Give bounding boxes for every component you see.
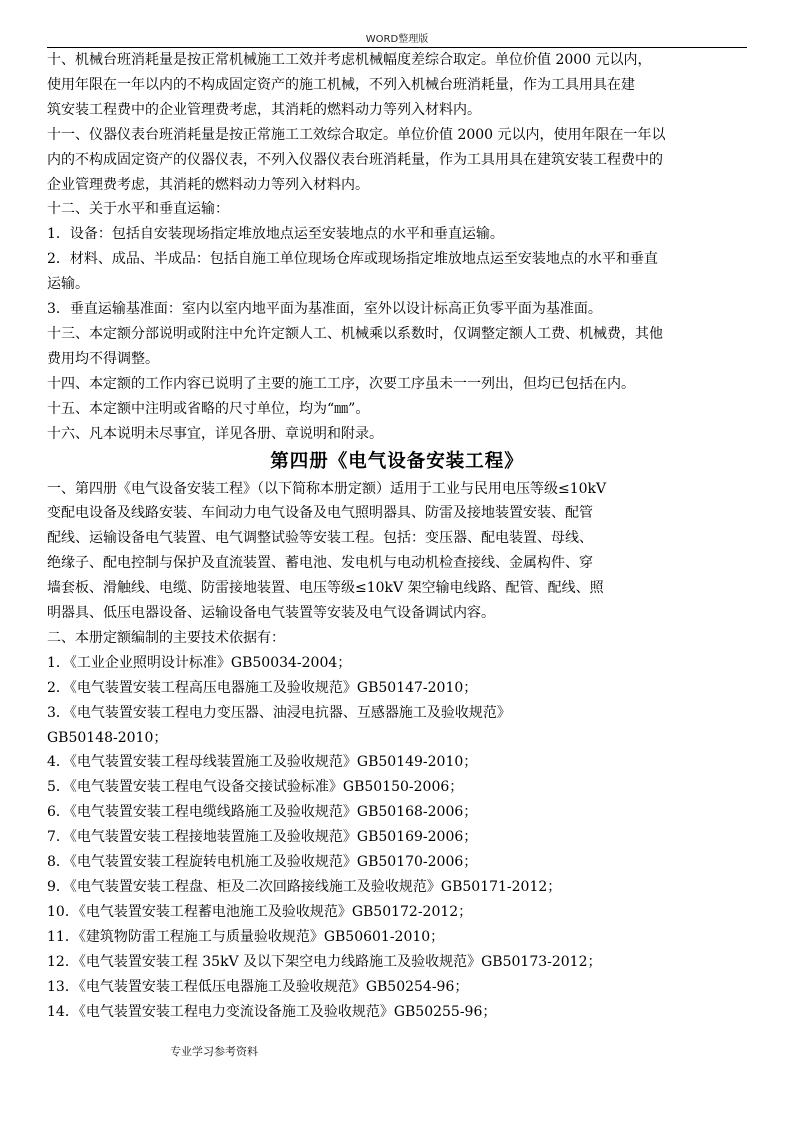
text-line: 十二、关于水平和垂直运输：	[47, 201, 229, 218]
text-line: 变配电设备及线路安装、车间动力电气设备及电气照明器具、防雷及接地装置安装、配管	[47, 505, 593, 522]
text-line: 7．《电气装置安装工程接地装置施工及验收规范》GB50169-2006；	[47, 829, 478, 846]
text-line: 5．《电气装置安装工程电气设备交接试验标准》GB50150-2006；	[47, 779, 464, 796]
page-footer: 专业学习参考资料	[170, 1045, 258, 1058]
scope-paragraph	[47, 477, 747, 626]
text-line: 十、机械台班消耗量是按正常机械施工工效并考虑机械幅度差综合取定。单位价值 2000 元以内，	[47, 52, 652, 68]
paragraph-twelve-item-1	[47, 222, 747, 247]
paragraph-fourteen	[47, 372, 747, 397]
general-notes-section	[47, 48, 747, 447]
text-line: 2．《电气装置安装工程高压电器施工及验收规范》GB50147-2010；	[47, 679, 478, 696]
text-line: 6．《电气装置安装工程电缆线路施工及验收规范》GB50168-2006；	[47, 804, 478, 821]
text-line: 配线、运输设备电气装置、电气调整试验等安装工程。包括：变压器、配电装置、母线、	[47, 530, 593, 547]
paragraph-twelve-item-3	[47, 297, 747, 322]
text-line: 十六、凡本说明未尽事宜，详见各册、章说明和附录。	[47, 425, 383, 442]
chapter-four-section	[47, 477, 747, 1025]
list-item	[47, 825, 747, 850]
text-line: GB50148-2010；	[47, 729, 168, 746]
text-line: 1．设备：包括自安装现场指定堆放地点运至安装地点的水平和垂直运输。	[47, 226, 504, 243]
text-line: 9．《电气装置安装工程盘、柜及二次回路接线施工及验收规范》GB50171-2012；	[47, 879, 562, 895]
text-line: 使用年限在一年以内的不构成固定资产的施工机械，不列入机械台班消耗量，作为工具用具在建	[47, 76, 635, 93]
text-line: 二、本册定额编制的主要技术依据有：	[47, 629, 285, 646]
list-item	[47, 850, 747, 875]
list-item	[47, 975, 747, 1000]
text-line: 十五、本定额中注明或省略的尺寸单位，均为“㎜”。	[47, 400, 370, 417]
text-line: 1．《工业企业照明设计标准》GB50034-2004；	[47, 654, 352, 671]
text-line: 3．《电气装置安装工程电力变压器、油浸电抗器、互感器施工及验收规范》	[47, 704, 511, 721]
list-item	[47, 750, 747, 775]
paragraph-thirteen	[47, 322, 747, 372]
text-line: 明器具、低压电器设备、运输设备电气装置等安装及电气设备调试内容。	[47, 605, 495, 622]
list-item	[47, 1000, 747, 1025]
paragraph-ten	[47, 48, 747, 123]
paragraph-fifteen	[47, 397, 747, 422]
text-line: 13．《电气装置安装工程低压电器施工及验收规范》GB50254-96；	[47, 978, 469, 995]
text-line: 4．《电气装置安装工程母线装置施工及验收规范》GB50149-2010；	[47, 754, 478, 771]
standards-list	[47, 651, 747, 1025]
list-item	[47, 900, 747, 925]
document-body	[47, 48, 747, 1024]
paragraph-twelve-item-2	[47, 247, 747, 297]
paragraph-eleven	[47, 123, 747, 198]
list-item	[47, 950, 747, 975]
text-line: 14．《电气装置安装工程电力变流设备施工及验收规范》GB50255-96；	[47, 1003, 497, 1020]
text-line: 12．《电气装置安装工程 35kV 及以下架空电力线路施工及验收规范》GB50173-2012；	[47, 953, 602, 970]
list-item	[47, 775, 747, 800]
list-item	[47, 800, 747, 825]
text-line: 11．《建筑物防雷工程施工与质量验收规范》GB50601-2010；	[47, 928, 445, 945]
list-item	[47, 701, 747, 751]
text-line: 3．垂直运输基准面：室内以室内地平面为基准面，室外以设计标高正负零平面为基准面。	[47, 301, 602, 318]
text-line: 绝缘子、配电控制与保护及直流装置、蓄电池、发电机与电动机检查接线、金属构件、穿	[47, 555, 593, 572]
text-line: 10．《电气装置安装工程蓄电池施工及验收规范》GB50172-2012；	[47, 903, 473, 920]
paragraph-sixteen	[47, 422, 747, 447]
text-line: 内的不构成固定资产的仪器仪表，不列入仪器仪表台班消耗量，作为工具用具在建筑安装工程费中的	[47, 151, 663, 168]
chapter-title: 第四册《电气设备安装工程》	[270, 450, 524, 472]
text-line: 十三、本定额分部说明或附注中允许定额人工、机械乘以系数时，仅调整定额人工费、机械费，其他	[47, 325, 663, 342]
text-line: 企业管理费考虑，其消耗的燃料动力等列入材料内。	[47, 176, 369, 193]
basis-heading	[47, 626, 747, 651]
text-line: 运输。	[47, 276, 89, 293]
page-header: WORD整理版	[365, 34, 429, 45]
paragraph-twelve-heading	[47, 197, 747, 222]
text-line: 筑安装工程费中的企业管理费考虑，其消耗的燃料动力等列入材料内。	[47, 101, 481, 118]
text-line: 十一、仪器仪表台班消耗量是按正常施工工效综合取定。单位价值 2000 元以内，使用年限在一年以	[47, 126, 666, 143]
text-line: 一、第四册《电气设备安装工程》（以下简称本册定额）适用于工业与民用电压等级≤10kV	[47, 480, 607, 497]
list-item	[47, 651, 747, 676]
text-line: 8．《电气装置安装工程旋转电机施工及验收规范》GB50170-2006；	[47, 854, 478, 871]
text-line: 2．材料、成品、半成品：包括自施工单位现场仓库或现场指定堆放地点运至安装地点的水平和垂直	[47, 251, 658, 268]
text-line: 十四、本定额的工作内容已说明了主要的施工工序，次要工序虽未一一列出，但均已包括在内。	[47, 375, 635, 392]
text-line: 墙套板、滑触线、电缆、防雷接地装置、电压等级≤10kV 架空输电线路、配管、配线、照	[47, 580, 604, 597]
list-item	[47, 875, 747, 900]
text-line: 费用均不得调整。	[47, 350, 159, 367]
list-item	[47, 925, 747, 950]
list-item	[47, 676, 747, 701]
